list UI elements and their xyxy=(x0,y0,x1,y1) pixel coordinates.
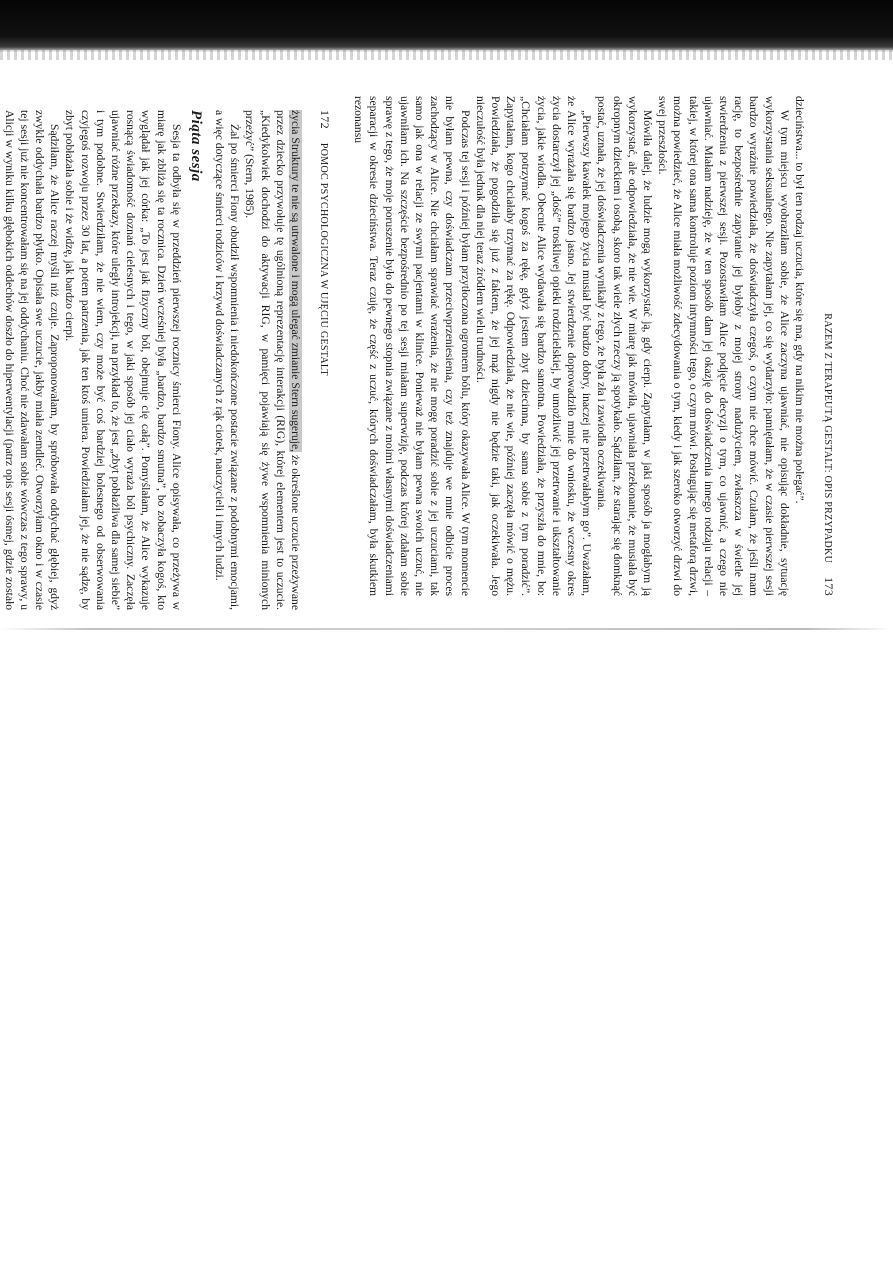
right-paragraph-4: „Pierwszy kawałek mojego życia musiał być bardzo dobry, inaczej nie przetrwałabym go”. Uważałam, że Alice wyrażała się bardzo jasno. Jej stwierdzenie doprowadziło mnie do wniosku, że wczesny okres życia dostarczył jej „dość” troskliwej opieki rodzicielskiej, by umożliwić jej przetrwanie i ukształtowanie życia, jakie wiodła. Obecnie Alice wydawała się bardzo samotna. Powiedziała, że przyszła do mnie, bo: „Chciałam potrzymać kogoś za rękę, gdyż jestem zbyt dziecinna, by sama sobie z tym poradzić”. Zapytałam, kogo chciałaby trzymać za rękę. Odpowiedziała, że nie wie, później zaczęła mówić o mężu. Powiedziała, że pogodziła się już z faktem, że jej mąż nigdy nie będzie taki, jak oczekiwała. Jego nieczułość była jednak dla niej teraz źródłem wielu trudności. xyxy=(473,96,594,596)
right-body-text xyxy=(351,96,807,596)
left-page-number: 172 xyxy=(318,110,332,129)
right-page-number: 173 xyxy=(822,577,836,596)
left-running-head xyxy=(315,110,332,610)
right-paragraph-2: W tym miejscu wyobraziłam sobie, że Alice zaczyna ujawniać, nie opisując dokładnie, sytuację wykorzystania seksualnego. Nie zapytałam jej, co się wydarzyło: pamiętałam, że w czasie pierwszej sesji bardzo wyraźnie powiedziała, że doświadczyła czegoś, o czym nie chce mówić. Czułam, że jeśli mam rację, to bezpośrednie zapytanie jej byłoby z mojej strony nadużyciem, zwłaszcza w świetle jej stwierdzenia z pierwszej sesji. Pozostawiłam Alice podjęcie decyzji o tym, co ujawnić, a czego nie ujawniać. Miałam nadzieję, że w ten sposób dam jej okazję do doświadczenia innego rodzaju relacji – takiej, w której ona sama kontroluje poziom intymności tego, o czym mówi. Posługując się metaforą drzwi, można powiedzieć, że Alice miała możliwość zdecydowania o tym, kiedy i jak szeroko otworzyć drzwi do swej przeszłości. xyxy=(656,96,791,596)
right-page-content xyxy=(351,96,836,596)
right-paragraph-3: Mówiła dalej, że ludzie mogą wykorzystać ją, gdy cierpi. Zapytałam, w jaki sposób ja mogłabym ją wykorzystać, ale odpowiedziała, że nie wie. W miarę jak mówiła, ujawniała przekonanie, że musiała być okropnym dzieckiem i osobą, skoro tak wiele złych rzeczy ją spotykało. Sądziłam, że starając się domknąć postać, uznała, że jej doświadczenia wynikały z tego, że była zła i zawiodła oczekiwania. xyxy=(595,96,654,596)
right-page xyxy=(352,0,893,1263)
highlighted-text: życia Struktury te nie są utrwalone i mogą ulegać zmianie Stern sugeruje, xyxy=(289,110,302,453)
right-paragraph-5: Podczas tej sesji i później byłam przytłoczona ogromem bólu, który okazywała Alice. W tym momencie nie byłam pewna, czy doświadczam przeciwprzeniesienia, czy też znajduje we mnie odbicie proces zachodzący w Alice. Nie chciałam sprawiać wrażenia, że nie mogę poradzić sobie z jej uczuciami, tak samo jak ona w relacji ze swymi pacjentami w klinice. Ponieważ nie byłam pewna swoich uczuć, nie ujawniłam ich. Na szczęście bezpośrednio po tej sesji miałam superwizję, podczas której zdałam sobie sprawę z tego, że moje poruszenie było do pewnego stopnia związane z moimi własnymi doświadczeniami separacji w okresie dzieciństwa. Teraz czuję, że część z uczuć, których doświadczałam, była skutkiem rezonansu xyxy=(352,96,472,596)
left-paragraph-3: Sesja ta odbyła się w przeddzień pierwszej rocznicy śmierci Fiony. Alice opisywała, co przeżywa w miarę jak zbliża się ta rocznica. Dzień wcześniej była „bardzo, bardzo smutna”, bo zobaczyła kogoś, kto wyglądał jak jej córka: „To jest jak fizyczny ból, obejmuje cię całą”. Pomyślałam, że Alice wykazuje rosnącą świadomość doznań cielesnych i tego, w jaki sposób jej ciało wyraża ból psychiczny. Zaczęła ujawniać różne przekazy, które uległy introjekcji, na przykład to, że jest „zbyt pobłażliwa dla samej siebie” i tym podobne. Stwierdziłam, że nie wiem, czy może być coś bardziej bolesnego od obserwowania czyjegoś rozwoju przez 30 lat, a potem patrzenia, jak ten ktoś umiera. Powiedziałam jej, że nie sądzę, by zbyt pobłażała sobie i że widzę, jak bardzo cierpi. xyxy=(63,110,183,610)
left-paragraph-1 xyxy=(242,110,303,610)
left-header-title: POMOC PSYCHOLOGICZNA W UJĘCIU GESTALT xyxy=(318,142,329,376)
section-title: Piąta sesja xyxy=(187,110,204,182)
left-body-text xyxy=(0,110,303,610)
right-header-title: RAZEM Z TERAPEUTĄ GESTALT: OPIS PRZYPADKU xyxy=(822,313,833,564)
right-running-head xyxy=(819,96,836,596)
right-paragraph-1: dzieciństwa... to był ten rodzaj uczucia, które się ma, gdy na nikim nie można polegać”. xyxy=(793,96,806,504)
left-paragraph-2: Żal po śmierci Fiony obudził wspomnienia i niedokończone postacie związane z podobnymi emocjami, a więc dotyczące śmierci rodziców i krzywd doświadczanych z rąk ciotek, nauczycieli i innych ludzi. xyxy=(212,110,242,610)
left-paragraph-4: Sądziłam, że Alice raczej myśli niż czuje. Zaproponowałam, by spróbowała oddychać głębiej, gdyż zwykle oddychała bardzo płytko. Opisała swe uczucie, jakby miała zemdleć. Otworzyłam okno i w czasie tej sesji już nie koncentrowałam się na jej oddychaniu. Choć nie zdawałam sobie wówczas z tego sprawy, u Alicji w wyniku kilku głębokich oddechów doszło do hiperwentylacji (patrz opis sesji ósmej, gdzie zostało xyxy=(2,110,62,610)
left-paragraph-1-rest: że określone uczucie przeżywane przez dziecko przywołuje tę ugólnioną reprezentację interakcji (RIG), której elementem jest to uczucie. „Kiedykolwiek dochodzi do aktywacji RIG, w pamięci pojawiają się żywe wspomnienia minionych przeżyć” (Stern, 1985). xyxy=(243,110,302,610)
left-page-content xyxy=(0,110,332,610)
